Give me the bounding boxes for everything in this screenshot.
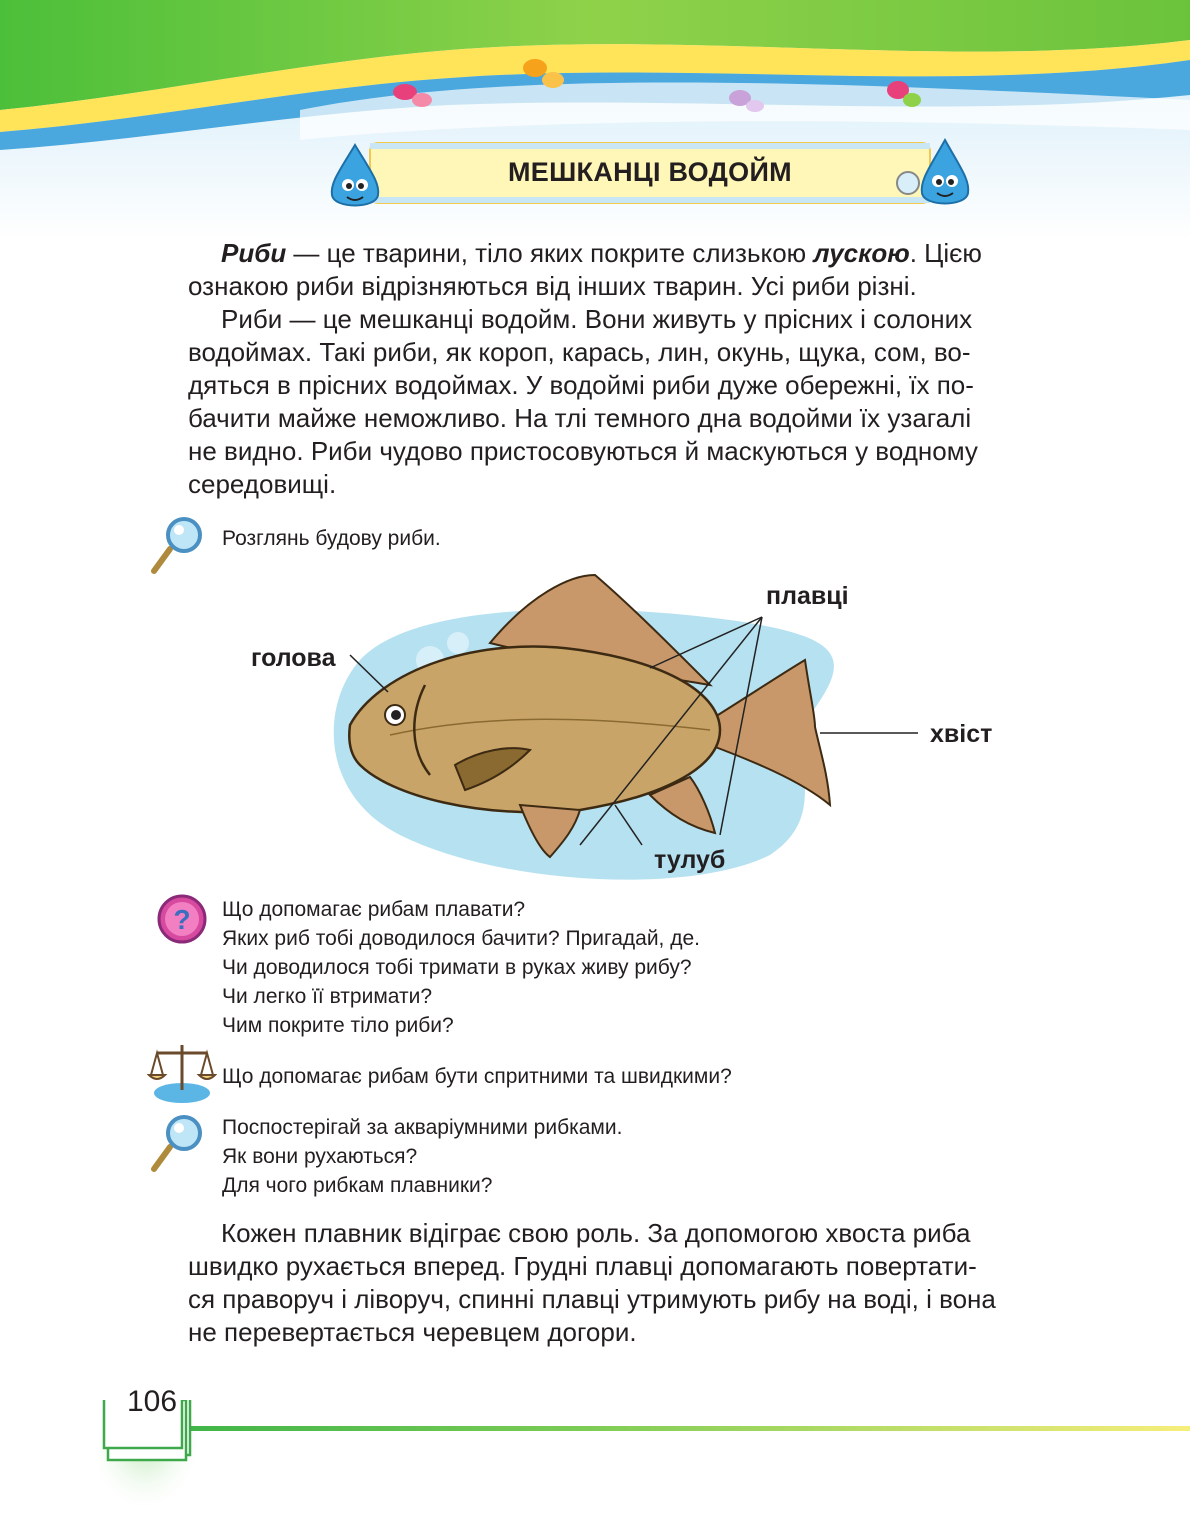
intro-paragraph-1: Риби — це тварини, тіло яких покрите слизькою лускою. Цією ознакою риби відрізняються від інших тварин. Усі риби різні. [188, 238, 982, 301]
observe-item: Для чого рибкам плавники? [222, 1174, 493, 1197]
magnifier-icon [150, 1113, 208, 1173]
page-title: МЕШКАНЦІ ВОДОЙМ [508, 157, 792, 187]
fish-anatomy-diagram [250, 565, 1010, 890]
label-head: голова [251, 644, 336, 672]
question-item: Що допомагає рибам плавати? [222, 898, 526, 921]
observe-item: Поспостерігай за акваріумними рибками. [222, 1116, 623, 1139]
intro-paragraph-2: Риби — це мешканці водойм. Вони живуть у прісних і солоних водоймах. Такі риби, як короп, карась, лин, окунь, щука, сом, во- дяться в прісних водоймах. У водоймі риби дуже обережні, їх по- бачити майже неможливо. На тлі темного дна водойми їх узагалі не видно. Риби чудово пристосовуються й маскуються у водному середовищі. [188, 304, 978, 499]
label-tail: хвіст [930, 720, 993, 748]
label-fins: плавці [766, 582, 849, 610]
observe-item: Як вони рухаються? [222, 1145, 418, 1168]
question-item: Чи легко її втримати? [222, 985, 432, 1008]
conclusion-paragraph: Кожен плавник відіграє свою роль. За допомогою хвоста риба швидко рухається вперед. Грудні плавці допомагають повертати- ся праворуч і ліворуч, спинні плавці утримують рибу на воді, і вона не перевертається черевцем догори. [188, 1218, 996, 1347]
observe-task-text: Розглянь будову риби. [222, 527, 441, 550]
scales-icon [147, 1035, 217, 1105]
question-item: Чим покрите тіло риби? [222, 1014, 454, 1037]
think-question: Що допомагає рибам бути спритними та швидкими? [222, 1065, 732, 1088]
question-icon [156, 893, 208, 945]
svg-text:?: ? [173, 904, 191, 935]
footer-decoration [100, 1400, 1190, 1530]
page-number: 106 [127, 1385, 178, 1418]
question-item: Чи доводилося тобі тримати в руках живу рибу? [222, 956, 692, 979]
magnifier-icon [150, 515, 208, 575]
question-item: Яких риб тобі доводилося бачити? Пригадай, де. [222, 927, 700, 950]
label-body: тулуб [654, 846, 726, 874]
